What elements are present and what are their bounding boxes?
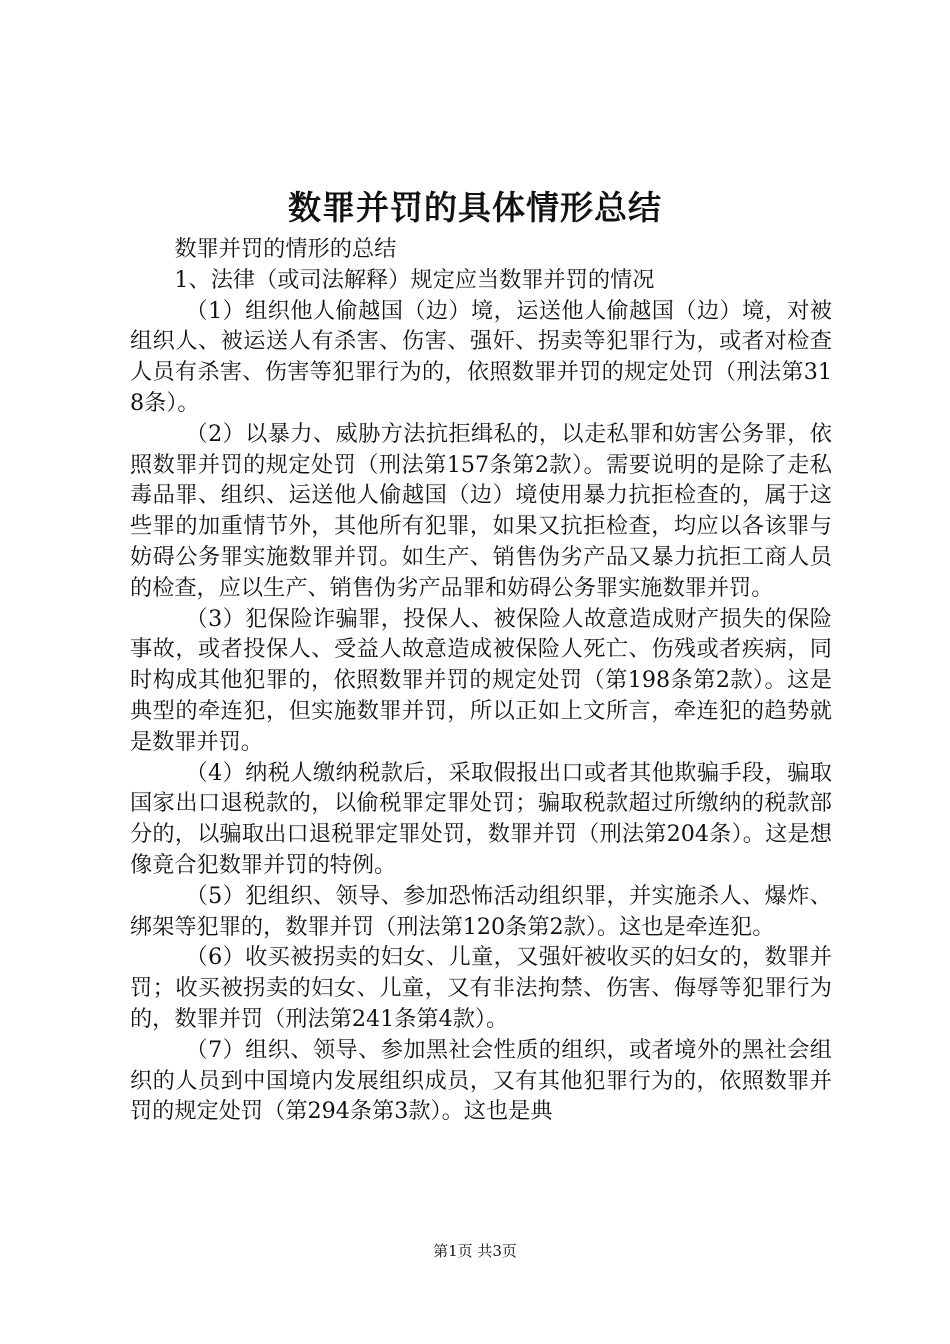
document-title: 数罪并罚的具体情形总结 [288, 188, 662, 227]
paragraph-subtitle: 数罪并罚的情形的总结 [174, 236, 397, 262]
paragraph-item-1: （1）组织他人偷越国（边）境，运送他人偷越国（边）境，对被组织人、被运送人有杀害、伤害、强奸、拐卖等犯罪行为，或者对检查人员有杀害、伤害等犯罪行为的，依照数罪并罚的规定处罚（刑法第318条）。 [130, 297, 832, 416]
paragraph-item-5: （5）犯组织、领导、参加恐怖活动组织罪，并实施杀人、爆炸、绑架等犯罪的，数罪并罚（刑法第120条第2款）。这也是牵连犯。 [130, 882, 832, 940]
paragraph-item-2: （2）以暴力、威胁方法抗拒缉私的，以走私罪和妨害公务罪，依照数罪并罚的规定处罚（刑法第157条第2款）。需要说明的是除了走私毒品罪、组织、运送他人偷越国（边）境使用暴力抗拒检查的，属于这些罪的加重情节外，其他所有犯罪，如果又抗拒检查，均应以各该罪与妨碍公务罪实施数罪并罚。如生产、销售伪劣产品又暴力抗拒工商人员的检查，应以生产、销售伪劣产品罪和妨碍公务罪实施数罪并罚。 [130, 420, 832, 601]
page-number-footer: 第1页 共3页 [433, 1242, 517, 1260]
paragraph-section-heading: 1、法律（或司法解释）规定应当数罪并罚的情况 [174, 266, 655, 293]
paragraph-item-3: （3）犯保险诈骗罪，投保人、被保险人故意造成财产损失的保险事故，或者投保人、受益人故意造成被保险人死亡、伤残或者疾病，同时构成其他犯罪的，依照数罪并罚的规定处罚（第198条第2款）。这是典型的牵连犯，但实施数罪并罚，所以正如上文所言，牵连犯的趋势就是数罪并罚。 [130, 605, 832, 755]
paragraph-item-6: （6）收买被拐卖的妇女、儿童，又强奸被收买的妇女的，数罪并罚；收买被拐卖的妇女、儿童，又有非法拘禁、伤害、侮辱等犯罪行为的，数罪并罚（刑法第241条第4款）。 [130, 944, 832, 1032]
document-body [130, 234, 832, 1127]
paragraph-item-4: （4）纳税人缴纳税款后，采取假报出口或者其他欺骗手段，骗取国家出口退税款的，以偷税罪定罪处罚；骗取税款超过所缴纳的税款部分的，以骗取出口退税罪定罪处罚，数罪并罚（刑法第204条）。这是想像竟合犯数罪并罚的特例。 [130, 759, 832, 878]
paragraph-item-7: （7）组织、领导、参加黑社会性质的组织，或者境外的黑社会组织的人员到中国境内发展组织成员，又有其他犯罪行为的，依照数罪并罚的规定处罚（第294条第3款）。这也是典 [130, 1036, 832, 1125]
